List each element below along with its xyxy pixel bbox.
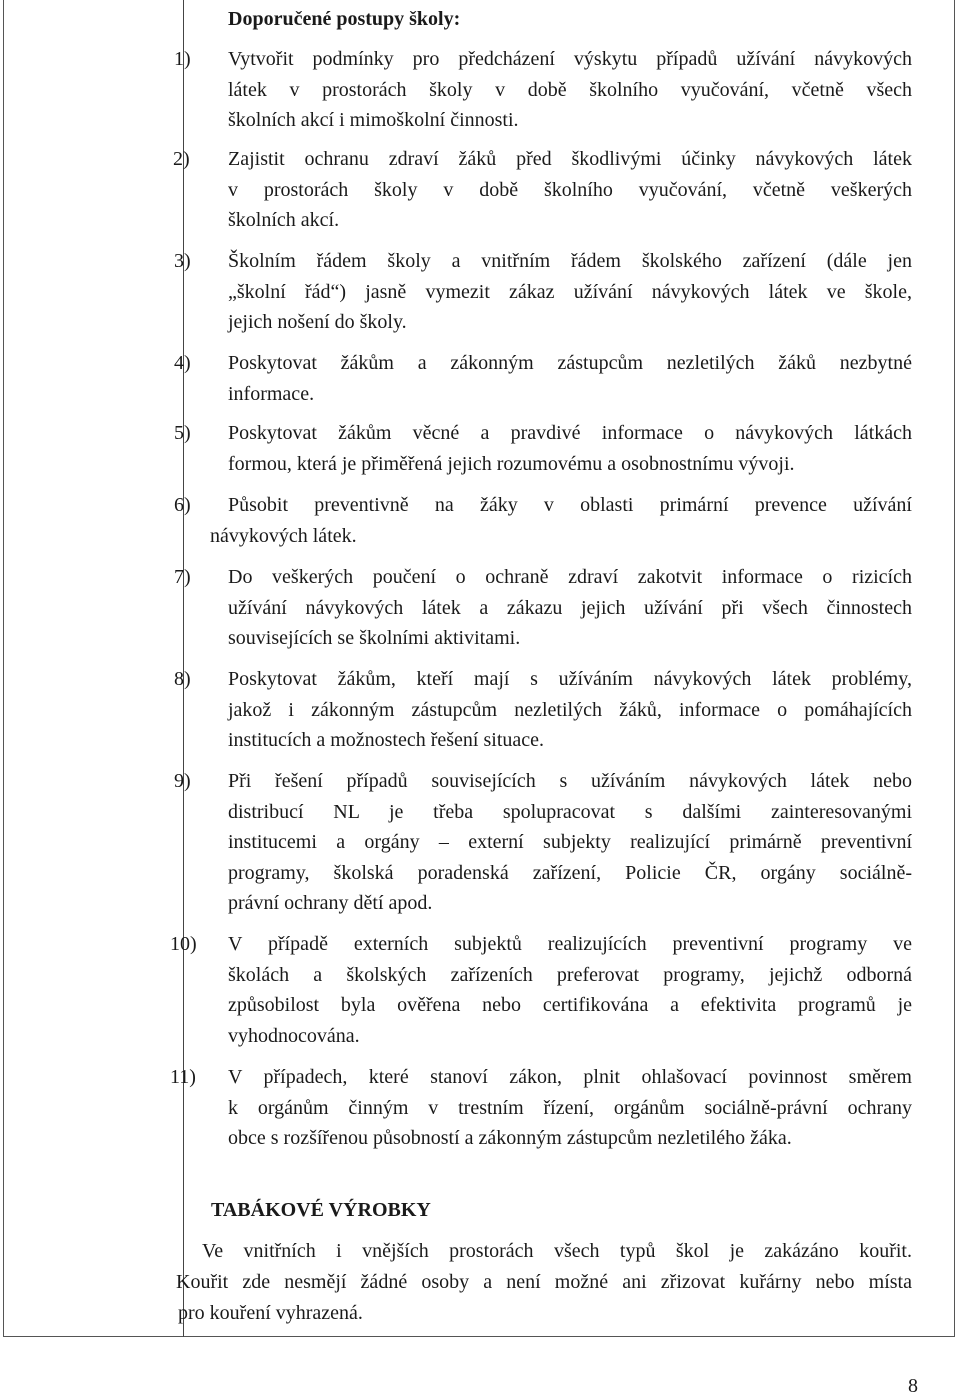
- list-item-line: obce s rozšířenou působností a zákonným zástupcům nezletilého žáka.: [228, 1127, 792, 1150]
- list-item-number: 8): [174, 668, 191, 690]
- list-item-line: způsobilost byla ověřena nebo certifikována a efektivita programů je: [228, 994, 912, 1017]
- heading: Doporučené postupy školy:: [228, 8, 461, 30]
- page-number: 8: [908, 1375, 918, 1397]
- list-item-line: Poskytovat žákům věcné a pravdivé informace o návykových látkách: [228, 422, 912, 444]
- list-item-line: formou, která je přiměřená jejich rozumovému a osobnostnímu vývoji.: [228, 452, 795, 475]
- list-item-line: jejich nošení do školy.: [228, 311, 407, 334]
- section-title: TABÁKOVÉ VÝROBKY: [211, 1199, 431, 1221]
- list-item-line: institucích a možnostech řešení situace.: [228, 729, 545, 752]
- list-item-line: školách a školských zařízeních preferovat programy, jejichž odborná: [228, 963, 912, 986]
- list-item-line: školních akcí i mimoškolní činnosti.: [228, 109, 519, 132]
- list-item-number: 9): [174, 770, 191, 792]
- list-item-line: látek v prostorách školy v době školního vyučování, včetně všech: [228, 78, 912, 101]
- list-item-line: Vytvořit podmínky pro předcházení výskytu případů užívání návykových: [228, 48, 912, 70]
- list-item-line: právní ochrany dětí apod.: [228, 892, 433, 915]
- list-item-line: Působit preventivně na žáky v oblasti primární prevence užívání: [228, 494, 912, 516]
- list-item-line: souvisejících se školními aktivitami.: [228, 627, 521, 650]
- list-item-line: vyhodnocována.: [228, 1024, 360, 1047]
- section-line: Kouřit zde nesmějí žádné osoby a není možné ani zřizovat kuřárny nebo místa: [176, 1271, 912, 1293]
- list-item-line: návykových látek.: [210, 524, 357, 547]
- list-item-line: Školním řádem školy a vnitřním řádem školského zařízení (dále jen: [228, 250, 912, 272]
- list-item-line: Do veškerých poučení o ochraně zdraví zakotvit informace o rizicích: [228, 566, 912, 588]
- list-item-line: V případě externích subjektů realizujících preventivní programy ve: [228, 933, 912, 955]
- list-item-line: distribucí NL je třeba spolupracovat s dalšími zainteresovanými: [228, 800, 912, 823]
- list-item-line: „školní řád“) jasně vymezit zákaz užívání návykových látek ve škole,: [228, 280, 912, 303]
- list-item-line: užívání návykových látek a zákazu jejich užívání při všech činnostech: [228, 596, 912, 619]
- list-item-line: jakož i zákonným zástupcům nezletilých žáků, informace o pomáhajících: [228, 698, 912, 721]
- document-content: [170, 0, 912, 1337]
- section-line: Ve vnitřních i vnějších prostorách všech typů škol je zakázáno kouřit.: [202, 1240, 912, 1262]
- list-item-number: 4): [174, 352, 191, 374]
- list-item-line: Při řešení případů souvisejících s užíváním návykových látek nebo: [228, 770, 912, 792]
- section-line: pro kouření vyhrazená.: [178, 1302, 363, 1324]
- list-item-number: 2): [173, 148, 190, 170]
- list-item-number: 10): [170, 933, 197, 955]
- list-item-line: Zajistit ochranu zdraví žáků před škodlivými účinky návykových látek: [228, 148, 912, 170]
- list-item-number: 3): [174, 250, 191, 272]
- list-item-line: V případech, které stanoví zákon, plnit ohlašovací povinnost směrem: [228, 1066, 912, 1088]
- list-item-line: institucemi a orgány – externí subjekty realizující primárně preventivní: [228, 831, 912, 854]
- list-item-line: školních akcí.: [228, 209, 340, 232]
- list-item-number: 7): [174, 566, 191, 588]
- list-item-line: programy, školská poradenská zařízení, Policie ČR, orgány sociálně-: [228, 861, 912, 884]
- list-item-line: informace.: [228, 382, 315, 405]
- list-item-line: k orgánům činným v trestním řízení, orgánům sociálně-právní ochrany: [228, 1096, 912, 1119]
- list-item-number: 1): [174, 48, 191, 70]
- list-item-line: Poskytovat žákům a zákonným zástupcům nezletilých žáků nezbytné: [228, 352, 912, 374]
- list-item-line: Poskytovat žákům, kteří mají s užíváním návykových látek problémy,: [228, 668, 912, 690]
- list-item-number: 6): [174, 494, 191, 516]
- list-item-number: 11): [170, 1066, 196, 1088]
- list-item-number: 5): [174, 422, 191, 444]
- list-item-line: v prostorách školy v době školního vyučování, včetně veškerých: [228, 178, 912, 201]
